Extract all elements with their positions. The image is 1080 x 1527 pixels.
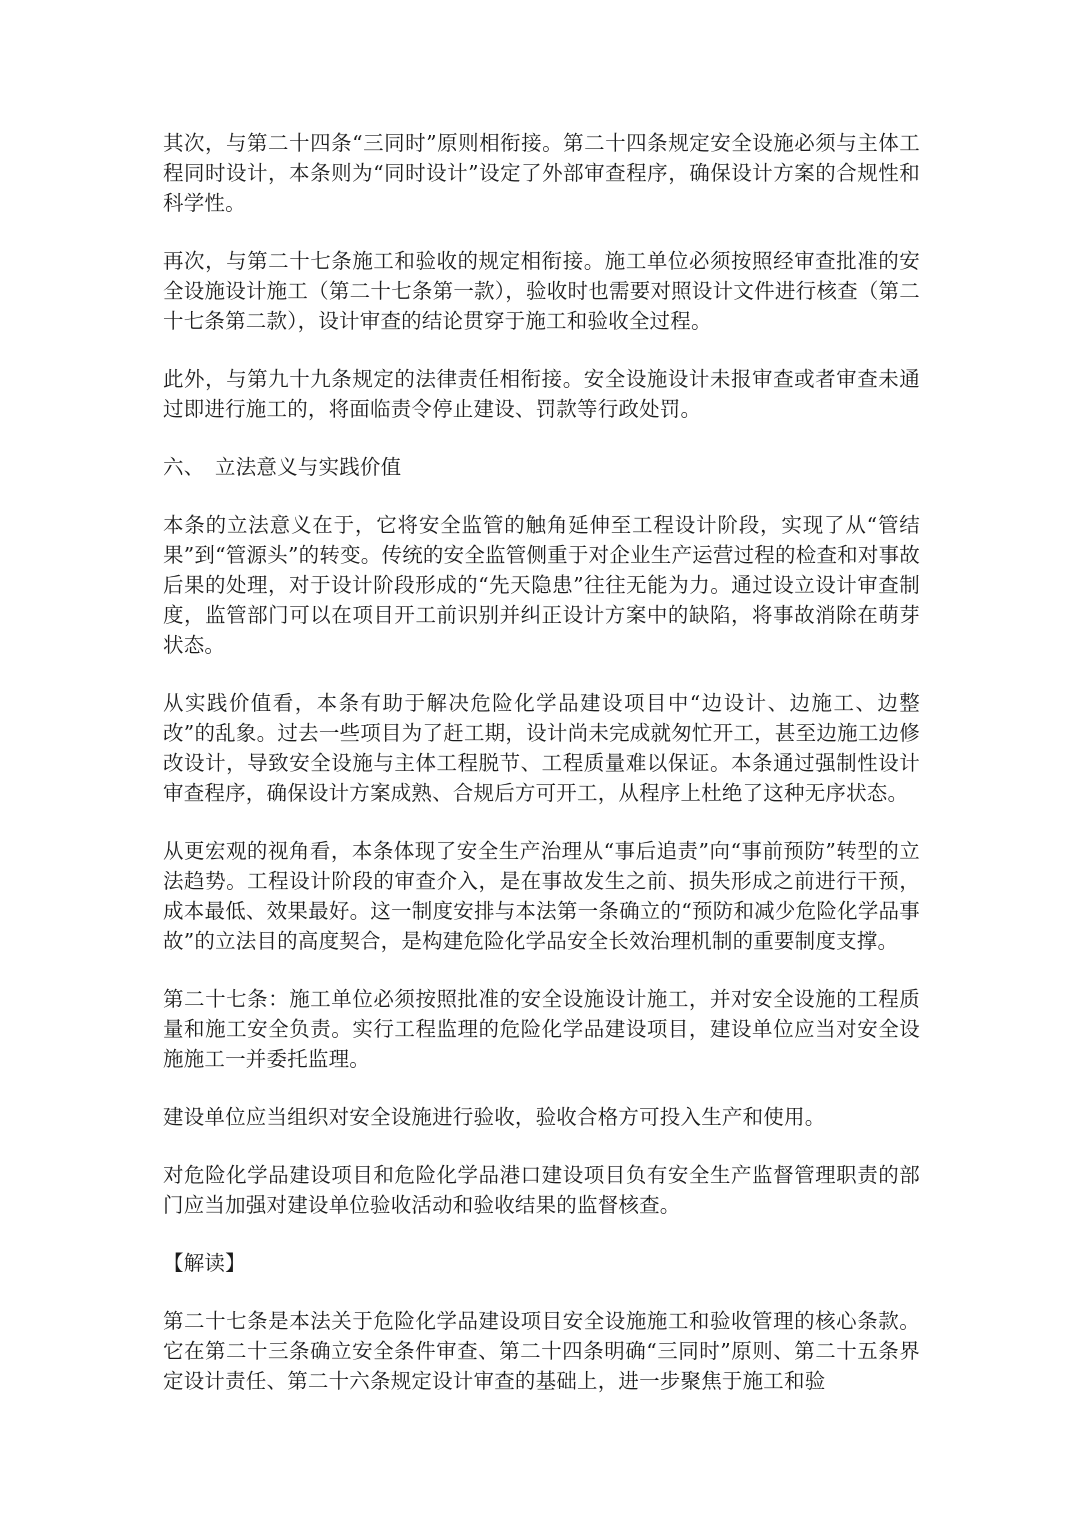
paragraph-acceptance: 建设单位应当组织对安全设施进行验收，验收合格方可投入生产和使用。 (163, 1105, 826, 1129)
paragraph-construction-acceptance: 再次，与第二十七条施工和验收的规定相衔接。施工单位必须按照经审查批准的安全设施设计施工（第二十七条第一款），验收时也需要对照设计文件进行核查（第二十七条第二款），设计审查的结论贯穿于施工和验收全过程。 (163, 249, 920, 333)
section-heading-six (163, 452, 920, 482)
paragraph-macro-perspective: 从更宏观的视角看，本条体现了安全生产治理从“事后追责”向“事前预防”转型的立法趋势。工程设计阶段的审查介入，是在事故发生之前、损失形成之前进行干预，成本最低、效果最好。这一制度安排与本法第一条确立的“预防和减少危险化学品事故”的立法目的高度契合，是构建危险化学品安全长效治理机制的重要制度支撑。 (163, 839, 920, 953)
paragraph-article-27: 第二十七条：施工单位必须按照批准的安全设施设计施工，并对安全设施的工程质量和施工安全负责。实行工程监理的危险化学品建设项目，建设单位应当对安全设施施工一并委托监理。 (163, 987, 920, 1071)
paragraph-legal-liability: 此外，与第九十九条规定的法律责任相衔接。安全设施设计未报审查或者审查未通过即进行施工的，将面临责令停止建设、罚款等行政处罚。 (163, 367, 920, 421)
section-title: 立法意义与实践价值 (215, 455, 402, 479)
document-page (163, 128, 920, 1424)
paragraph-supervision: 对危险化学品建设项目和危险化学品港口建设项目负有安全生产监督管理职责的部门应当加强对建设单位验收活动和验收结果的监督核查。 (163, 1163, 920, 1217)
paragraph-legislative-significance: 本条的立法意义在于，它将安全监管的触角延伸至工程设计阶段，实现了从“管结果”到“管源头”的转变。传统的安全监管侧重于对企业生产运营过程的检查和对事故后果的处理，对于设计阶段形成的“先天隐患”往往无能为力。通过设立设计审查制度，监管部门可以在项目开工前识别并纠正设计方案中的缺陷，将事故消除在萌芽状态。 (163, 513, 920, 657)
paragraph-interpretation: 第二十七条是本法关于危险化学品建设项目安全设施施工和验收管理的核心条款。它在第二十三条确立安全条件审查、第二十四条明确“三同时”原则、第二十五条界定设计责任、第二十六条规定设计审查的基础上，进一步聚焦于施工和验 (163, 1309, 920, 1393)
paragraph-practical-value: 从实践价值看，本条有助于解决危险化学品建设项目中“边设计、边施工、边整改”的乱象。过去一些项目为了赶工期，设计尚未完成就匆忙开工，甚至边施工边修改设计，导致安全设施与主体工程脱节、工程质量难以保证。本条通过强制性设计审查程序，确保设计方案成熟、合规后方可开工，从程序上杜绝了这种无序状态。 (163, 691, 920, 805)
interpretation-label: 【解读】 (163, 1251, 246, 1275)
paragraph-three-simultaneities: 其次，与第二十四条“三同时”原则相衔接。第二十四条规定安全设施必须与主体工程同时设计，本条则为“同时设计”设定了外部审查程序，确保设计方案的合规性和科学性。 (163, 131, 920, 215)
section-number: 六、 (163, 455, 205, 479)
